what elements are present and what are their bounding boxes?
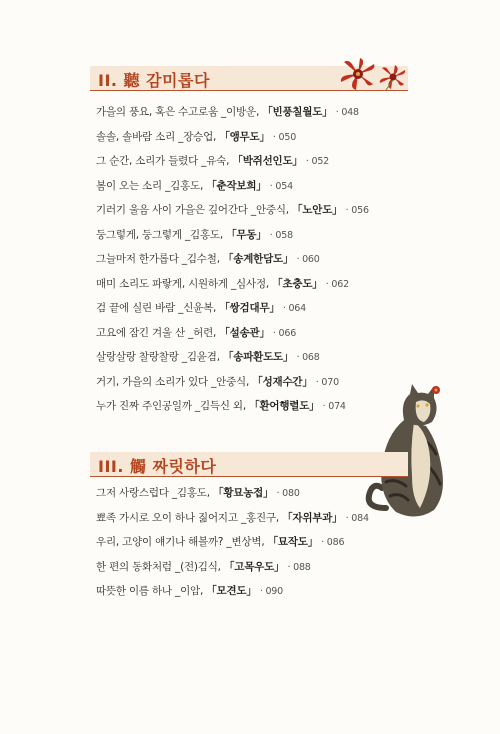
list-item: 둥그렇게, 둥그렇게 _김홍도, 「무동」 · 058 [96,228,293,241]
list-item: 뾰족 가시로 오이 하나 짊어지고 _홍진구, 「자위부과」 · 084 [96,511,369,524]
flower-icon [338,56,378,92]
flower-icon [378,64,408,90]
list-item: 기러기 울음 사이 가을은 깊어간다 _안중식, 「노안도」 · 056 [96,204,369,216]
section-name: 짜릿하다 [152,457,217,476]
list-item: 한 편의 동화처럼 _(전)김식, 「고목우도」 · 088 [96,560,311,573]
entry-list-2 [96,103,416,422]
section-hanja: 觸 [129,457,147,476]
section-title-2 [98,68,210,91]
section-name: 감미롭다 [146,71,210,90]
list-item: 따뜻한 이름 하나 _이암, 「모견도」 · 090 [96,585,283,597]
list-item: 매미 소리도 파랗게, 시원하게 _심사정, 「초충도」 · 062 [96,277,349,290]
list-item: 살랑살랑 찰랑찰랑 _김윤겸, 「송파환도도」 · 068 [96,351,320,363]
list-item: 거기, 가을의 소리가 있다 _안중식, 「성재수간」 · 070 [96,375,339,388]
list-item: 가을의 풍요, 혹은 수고로움 _이방운, 「빈풍칠월도」 · 048 [96,106,359,118]
entry-list-3 [96,484,416,607]
section-number: II. [98,71,118,90]
section-title-3 [98,454,216,477]
section-hanja: 聽 [123,71,140,90]
list-item: 누가 진짜 주인공일까 _김득신 외, 「환어행렬도」 · 074 [96,400,346,412]
section-number: III. [98,457,124,476]
list-item: 봄이 오는 소리 _김홍도, 「춘작보희」 · 054 [96,179,293,192]
list-item: 그늘마저 한가롭다 _김수철, 「송계한담도」 · 060 [96,253,320,265]
list-item: 우리, 고양이 얘기나 해볼까? _변상벽, 「묘작도」 · 086 [96,536,345,548]
list-item: 솔솔, 솔바람 소리 _장승업, 「앵무도」 · 050 [96,130,297,143]
list-item: 검 끝에 실린 바람 _신윤복, 「쌍검대무」 · 064 [96,302,307,314]
list-item: 그저 사랑스럽다 _김홍도, 「황묘농접」 · 080 [96,487,300,499]
list-item: 고요에 잠긴 겨울 산 _허련, 「설송관」 · 066 [96,326,297,339]
section-header-3 [90,452,408,477]
list-item: 그 순간, 소리가 들렸다 _유숙, 「박쥐선인도」 · 052 [96,155,330,167]
